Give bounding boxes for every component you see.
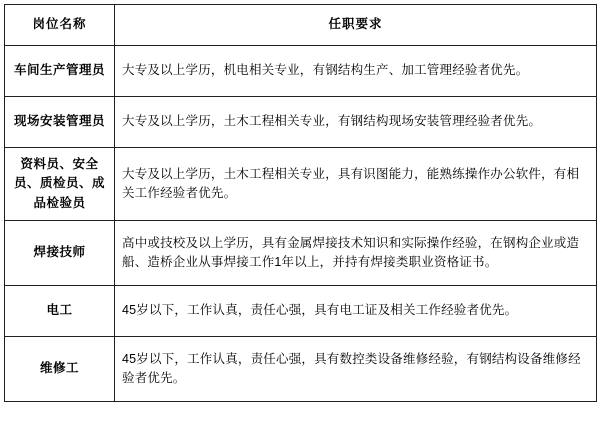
column-header-position-name: 岗位名称 — [5, 5, 115, 46]
cell-requirement: 45岁以下，工作认真，责任心强，具有电工证及相关工作经验者优先。 — [115, 286, 597, 337]
table-row — [5, 337, 597, 402]
cell-position-name: 电工 — [5, 286, 115, 337]
table-header-row — [5, 5, 597, 46]
table-row — [5, 46, 597, 97]
table-row — [5, 286, 597, 337]
cell-requirement: 大专及以上学历，机电相关专业，有钢结构生产、加工管理经验者优先。 — [115, 46, 597, 97]
table-row — [5, 148, 597, 221]
cell-position-name: 资料员、安全员、质检员、成品检验员 — [5, 148, 115, 221]
cell-requirement: 大专及以上学历，土木工程相关专业，有钢结构现场安装管理经验者优先。 — [115, 97, 597, 148]
cell-position-name: 车间生产管理员 — [5, 46, 115, 97]
cell-position-name: 维修工 — [5, 337, 115, 402]
job-requirements-table — [4, 4, 597, 402]
table-row — [5, 97, 597, 148]
cell-requirement: 高中或技校及以上学历，具有金属焊接技术知识和实际操作经验，在钢构企业或造船、造桥企业从事焊接工作1年以上，并持有焊接类职业资格证书。 — [115, 221, 597, 286]
table-header — [5, 5, 597, 46]
cell-position-name: 现场安装管理员 — [5, 97, 115, 148]
table-body — [5, 46, 597, 402]
column-header-requirement: 任职要求 — [115, 5, 597, 46]
cell-requirement: 45岁以下，工作认真，责任心强，具有数控类设备维修经验，有钢结构设备维修经验者优先。 — [115, 337, 597, 402]
cell-position-name: 焊接技师 — [5, 221, 115, 286]
cell-requirement: 大专及以上学历，土木工程相关专业，具有识图能力，能熟练操作办公软件，有相关工作经验者优先。 — [115, 148, 597, 221]
table-row — [5, 221, 597, 286]
